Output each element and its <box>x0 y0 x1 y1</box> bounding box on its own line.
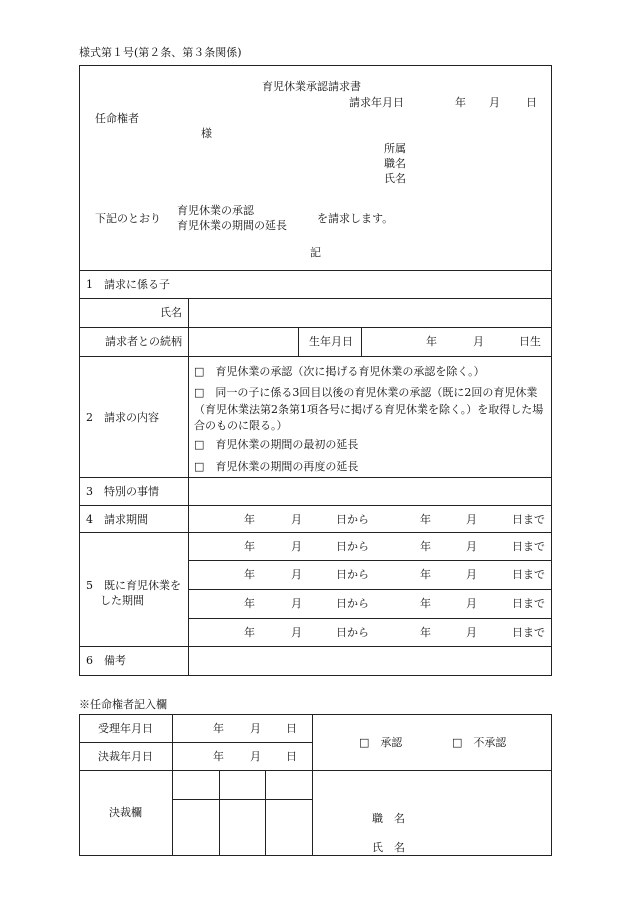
period-month: 月 <box>466 597 477 610</box>
sama-label: 様 <box>201 127 212 140</box>
content-option-4: □ 育児休業の期間の再度の延長 <box>194 460 359 473</box>
period-month: 月 <box>291 513 302 526</box>
approve-checkbox: □ 承認 <box>359 736 403 749</box>
period-month: 月 <box>291 540 302 553</box>
relation-label: 請求者との続柄 <box>105 335 182 348</box>
decision-date-label: 決裁年月日 <box>98 750 153 763</box>
period-year: 年 <box>420 597 431 610</box>
option-extension: 育児休業の期間の延長 <box>177 219 287 232</box>
period-year: 年 <box>244 597 255 610</box>
period-year: 年 <box>244 626 255 639</box>
section6-label: 6 備考 <box>86 654 126 667</box>
position-label: 職名 <box>384 157 406 170</box>
period-month: 月 <box>466 568 477 581</box>
request-date-month: 月 <box>489 96 500 109</box>
birth-day: 日生 <box>519 335 541 348</box>
section3-label: 3 特別の事情 <box>86 485 159 498</box>
period-year: 年 <box>420 540 431 553</box>
kessai-label: 決裁欄 <box>109 806 142 819</box>
period-year: 年 <box>244 568 255 581</box>
period-from: 日から <box>336 597 369 610</box>
content-option-1: □ 育児休業の承認（次に掲げる育児休業の承認を除く。） <box>194 365 485 378</box>
period-month: 月 <box>466 626 477 639</box>
request-suffix: を請求します。 <box>317 212 394 225</box>
ki-label: 記 <box>310 246 321 259</box>
request-date-label: 請求年月日 <box>349 96 404 109</box>
period-until: 日まで <box>512 568 545 581</box>
period-year: 年 <box>420 626 431 639</box>
period-until: 日まで <box>512 626 545 639</box>
approver-name-label: 氏 名 <box>372 841 405 854</box>
decision-month: 月 <box>250 750 261 763</box>
period-from: 日から <box>336 568 369 581</box>
form-number: 様式第１号(第２条、第３条関係) <box>79 46 242 59</box>
appointer-label: 任命権者 <box>95 112 139 125</box>
decision-day: 日 <box>286 750 297 763</box>
receipt-day: 日 <box>286 722 297 735</box>
period-month: 月 <box>291 568 302 581</box>
disapprove-checkbox: □ 不承認 <box>452 736 507 749</box>
period-year: 年 <box>244 540 255 553</box>
approver-position-label: 職 名 <box>372 812 405 825</box>
period-until: 日まで <box>512 597 545 610</box>
period-year: 年 <box>244 513 255 526</box>
section1-label: 1 請求に係る子 <box>86 278 170 291</box>
period-month: 月 <box>291 597 302 610</box>
birth-year: 年 <box>426 335 437 348</box>
decision-year: 年 <box>213 750 224 763</box>
period-from: 日から <box>336 540 369 553</box>
period-year: 年 <box>420 513 431 526</box>
period-until: 日まで <box>512 513 545 526</box>
receipt-date-label: 受理年月日 <box>98 722 153 735</box>
section4-label: 4 請求期間 <box>86 513 148 526</box>
birth-date-label: 生年月日 <box>309 335 353 348</box>
period-until: 日まで <box>512 540 545 553</box>
period-month: 月 <box>466 513 477 526</box>
document-title: 育児休業承認請求書 <box>262 80 361 93</box>
birth-month: 月 <box>473 335 484 348</box>
affiliation-label: 所属 <box>384 142 406 155</box>
receipt-month: 月 <box>250 722 261 735</box>
period-from: 日から <box>336 513 369 526</box>
appointer-entry-title: ※任命権者記入欄 <box>79 698 167 711</box>
period-from: 日から <box>336 626 369 639</box>
receipt-year: 年 <box>213 722 224 735</box>
child-name-label: 氏名 <box>160 306 182 319</box>
section5-label-line1: 5 既に育児休業を <box>86 579 181 592</box>
option-approval: 育児休業の承認 <box>177 204 254 217</box>
section5-label-line2: した期間 <box>100 594 144 607</box>
period-month: 月 <box>291 626 302 639</box>
section2-label: 2 請求の内容 <box>86 411 159 424</box>
request-date-day: 日 <box>526 96 537 109</box>
content-option-3: □ 育児休業の期間の最初の延長 <box>194 438 359 451</box>
request-date-year: 年 <box>455 96 466 109</box>
content-option-2: □ 同一の子に係る3回目以後の育児休業の承認（既に2回の育児休業（育児休業法第2条第1項各号に掲げる育児休業を除く。）を取得した場合のものに限る。） <box>194 386 544 432</box>
name-label: 氏名 <box>384 172 406 185</box>
period-month: 月 <box>466 540 477 553</box>
period-year: 年 <box>420 568 431 581</box>
below-prefix: 下記のとおり <box>95 212 161 225</box>
